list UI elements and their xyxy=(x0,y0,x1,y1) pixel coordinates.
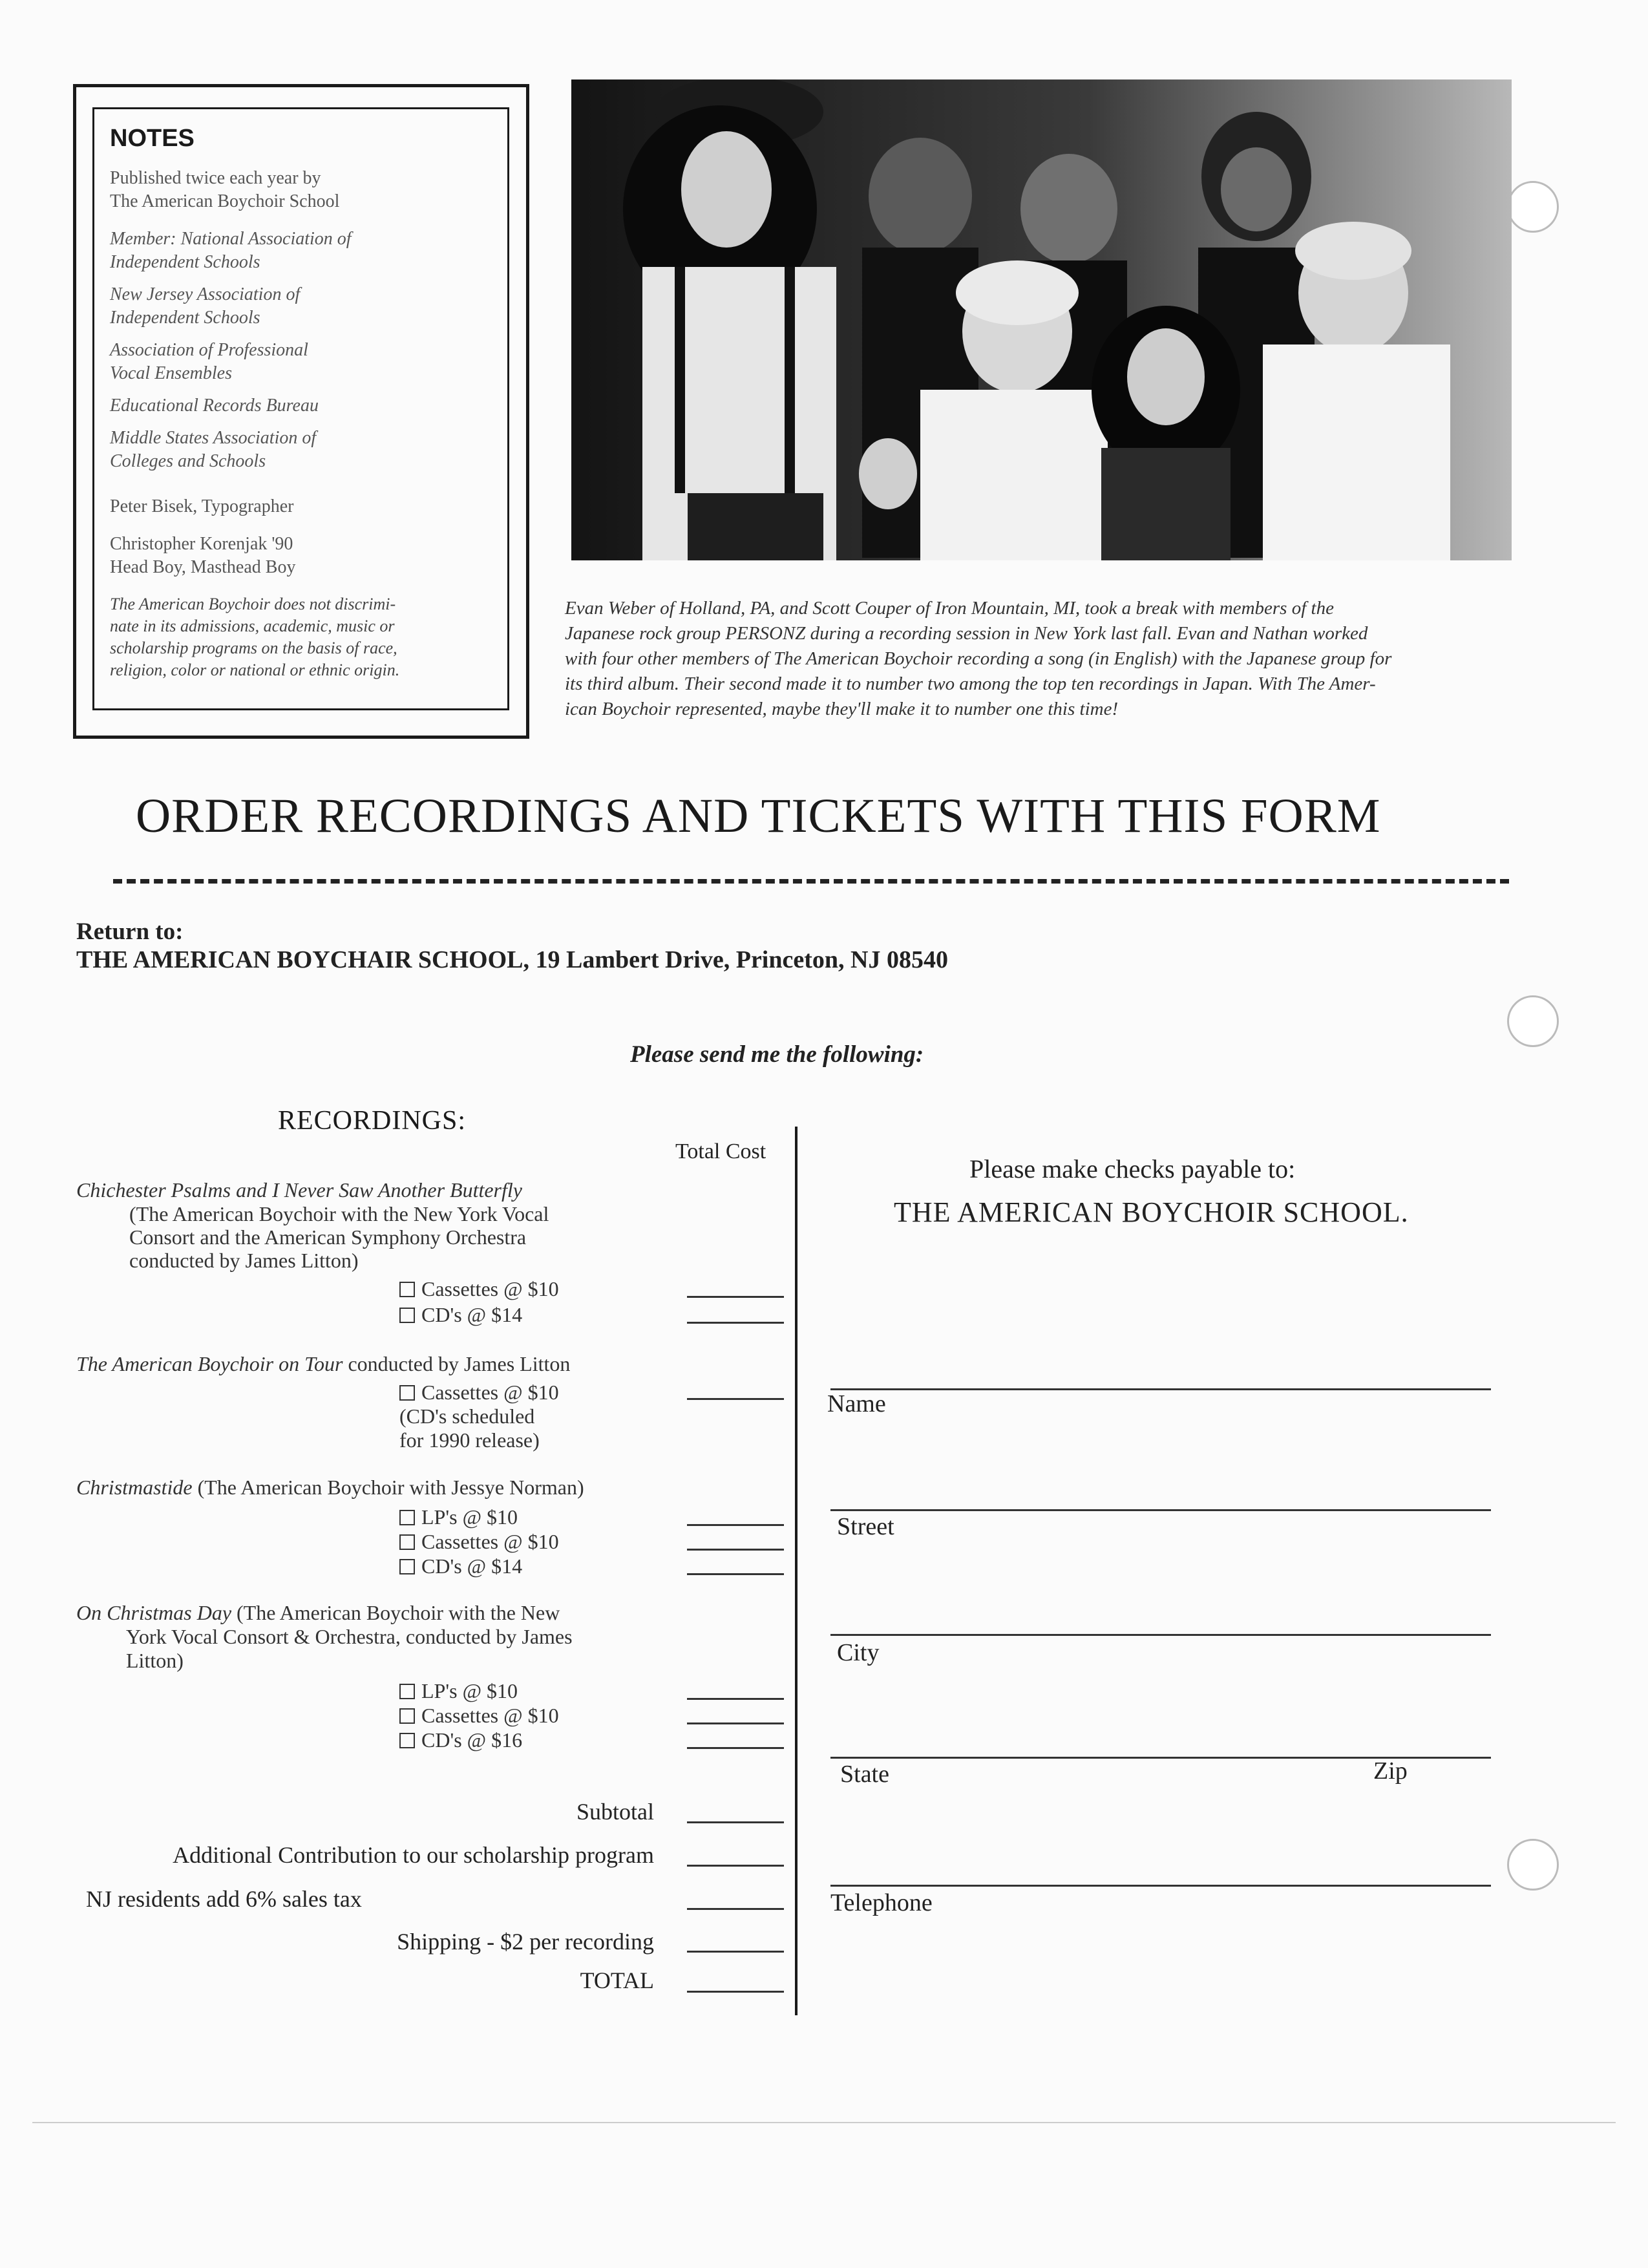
rec4-title: On Christmas Day xyxy=(76,1601,232,1624)
rec4-cassettes-checkbox[interactable] xyxy=(399,1708,415,1724)
rec3-option-cassettes[interactable] xyxy=(399,1529,559,1554)
rec3-lps-cost-blank[interactable] xyxy=(687,1524,784,1526)
rec1-cds-cost-blank[interactable] xyxy=(687,1322,784,1324)
rec3-option-lps[interactable] xyxy=(399,1505,518,1529)
rec1-title: Chichester Psalms and I Never Saw Another Butterfly xyxy=(76,1178,522,1202)
rec2-note-2: for 1990 release) xyxy=(399,1428,540,1452)
punch-hole-middle xyxy=(1507,995,1559,1047)
rec1-desc-2: Consort and the American Symphony Orchestra xyxy=(129,1225,527,1249)
rec4-desc-2: York Vocal Consort & Orchestra, conducted by James xyxy=(126,1625,573,1648)
rec1-option-cds[interactable] xyxy=(399,1302,522,1327)
notes-member-1: Member: National Association of Independent Schools xyxy=(110,229,352,272)
rec2-option-cassettes[interactable] xyxy=(399,1380,559,1404)
telephone-field-line[interactable] xyxy=(830,1885,1491,1887)
subtotal-blank[interactable] xyxy=(687,1821,784,1823)
notes-member-3: Association of Professional Vocal Ensembles xyxy=(110,340,308,383)
rec4-cassettes-cost-blank[interactable] xyxy=(687,1722,784,1724)
sales-tax-blank[interactable] xyxy=(687,1908,784,1910)
name-label: Name xyxy=(827,1390,886,1417)
rec4-cds-cost-blank[interactable] xyxy=(687,1747,784,1749)
rec3-desc: (The American Boychoir with Jessye Norman) xyxy=(192,1476,584,1499)
rec2-cassettes-cost-blank[interactable] xyxy=(687,1398,784,1400)
rec1-desc-1: (The American Boychoir with the New York Vocal xyxy=(129,1202,549,1225)
notes-policy: The American Boychoir does not discrimi- nate in its admissions, academic, music or scholarship programs on the basis of race, religion, color or national or ethnic origin. xyxy=(110,595,400,679)
order-form-headline: ORDER RECORDINGS AND TICKETS WITH THIS FORM xyxy=(136,789,1381,843)
rec4-lps-label: LP's @ $10 xyxy=(421,1679,518,1702)
rec1-cassettes-cost-blank[interactable] xyxy=(687,1296,784,1298)
rec2-line xyxy=(76,1352,570,1376)
rec1-cds-checkbox[interactable] xyxy=(399,1308,415,1323)
rec3-lps-label: LP's @ $10 xyxy=(421,1505,518,1529)
punch-hole-bottom xyxy=(1507,1839,1559,1891)
rec4-option-cassettes[interactable] xyxy=(399,1703,559,1728)
page-bottom-rule xyxy=(32,2122,1616,2123)
rec3-title: Christmastide xyxy=(76,1476,193,1499)
rec3-cds-cost-blank[interactable] xyxy=(687,1573,784,1575)
rec1-option-cassettes[interactable] xyxy=(399,1277,559,1301)
notes-title: NOTES xyxy=(110,125,195,152)
photo-caption: Evan Weber of Holland, PA, and Scott Couper of Iron Mountain, MI, took a break with members of the Japanese rock group PERSONZ during a recording session in New York last fall. Evan and Nathan worked with four other members of The American Boychoir recording a song (in English) with the Japanese group for its third album. Their second made it to number two among the top ten recordings in Japan. With The Amer- ican Boychoir represented, maybe they'll make it to number one this time! xyxy=(565,598,1392,719)
rec2-title: The American Boychoir on Tour xyxy=(76,1352,343,1375)
rec3-line xyxy=(76,1476,584,1500)
total-blank[interactable] xyxy=(687,1991,784,1993)
shipping-blank[interactable] xyxy=(687,1951,784,1953)
contribution-blank[interactable] xyxy=(687,1865,784,1867)
telephone-label: Telephone xyxy=(830,1889,933,1916)
notes-box xyxy=(73,84,529,739)
rec4-cassettes-label: Cassettes @ $10 xyxy=(421,1704,559,1727)
rec3-cassettes-checkbox[interactable] xyxy=(399,1534,415,1550)
rec3-cassettes-cost-blank[interactable] xyxy=(687,1549,784,1551)
recordings-heading: RECORDINGS: xyxy=(278,1106,467,1136)
rec4-lps-cost-blank[interactable] xyxy=(687,1698,784,1700)
payable-instruction: Please make checks payable to: xyxy=(969,1154,1296,1183)
sales-tax-label: NJ residents add 6% sales tax xyxy=(86,1886,362,1912)
notes-published: Published twice each year by The American Boychoir School xyxy=(110,168,340,211)
notes-inner-frame xyxy=(92,107,509,710)
rec4-desc-1: (The American Boychoir with the New xyxy=(231,1601,560,1624)
notes-member-2: New Jersey Association of Independent Schools xyxy=(110,284,301,328)
shipping-label: Shipping - $2 per recording xyxy=(397,1929,654,1955)
city-field-line[interactable] xyxy=(830,1634,1491,1636)
notes-member-5: Middle States Association of Colleges and Schools xyxy=(110,428,317,471)
rec4-cds-checkbox[interactable] xyxy=(399,1733,415,1748)
rec3-cds-label: CD's @ $14 xyxy=(421,1554,523,1578)
name-field-line[interactable] xyxy=(830,1388,1491,1390)
total-label: TOTAL xyxy=(580,1967,654,1993)
rec2-cassettes-checkbox[interactable] xyxy=(399,1385,415,1401)
notes-head-boy: Christopher Korenjak '90 Head Boy, Masthead Boy xyxy=(110,534,296,577)
group-photo xyxy=(571,79,1512,560)
rec4-cds-label: CD's @ $16 xyxy=(421,1728,523,1752)
group-photo-image xyxy=(571,79,1512,560)
column-divider xyxy=(795,1127,798,2015)
cut-line xyxy=(113,879,1509,884)
rec3-cassettes-label: Cassettes @ $10 xyxy=(421,1530,559,1553)
rec4-line xyxy=(76,1601,560,1625)
rec3-cds-checkbox[interactable] xyxy=(399,1559,415,1574)
notes-member-4: Educational Records Bureau xyxy=(110,396,319,416)
rec3-lps-checkbox[interactable] xyxy=(399,1510,415,1525)
rec4-lps-checkbox[interactable] xyxy=(399,1684,415,1699)
street-label: Street xyxy=(837,1513,894,1540)
city-label: City xyxy=(837,1639,880,1666)
return-label: Return to: xyxy=(76,918,184,945)
rec1-cassettes-label: Cassettes @ $10 xyxy=(421,1277,559,1300)
rec2-desc: conducted by James Litton xyxy=(343,1352,571,1375)
contribution-label: Additional Contribution to our scholarship program xyxy=(173,1842,654,1868)
state-label: State xyxy=(840,1761,889,1788)
rec2-cassettes-label: Cassettes @ $10 xyxy=(421,1381,559,1404)
rec3-option-cds[interactable] xyxy=(399,1554,522,1578)
notes-typographer: Peter Bisek, Typographer xyxy=(110,496,294,516)
rec4-option-lps[interactable] xyxy=(399,1679,518,1703)
zip-label: Zip xyxy=(1373,1757,1408,1785)
total-cost-label: Total Cost xyxy=(675,1139,766,1163)
rec4-desc-3: Litton) xyxy=(126,1649,184,1672)
send-label: Please send me the following: xyxy=(630,1041,924,1068)
street-field-line[interactable] xyxy=(830,1509,1491,1511)
rec2-note-1: (CD's scheduled xyxy=(399,1404,535,1428)
rec1-cassettes-checkbox[interactable] xyxy=(399,1282,415,1297)
rec1-cds-label: CD's @ $14 xyxy=(421,1303,523,1326)
subtotal-label: Subtotal xyxy=(576,1799,654,1825)
rec4-option-cds[interactable] xyxy=(399,1728,522,1752)
punch-hole-top xyxy=(1507,181,1559,233)
rec1-desc-3: conducted by James Litton) xyxy=(129,1249,359,1272)
payable-name: THE AMERICAN BOYCHOIR SCHOOL. xyxy=(894,1196,1409,1228)
return-address: THE AMERICAN BOYCHAIR SCHOOL, 19 Lambert Drive, Princeton, NJ 08540 xyxy=(76,946,948,973)
